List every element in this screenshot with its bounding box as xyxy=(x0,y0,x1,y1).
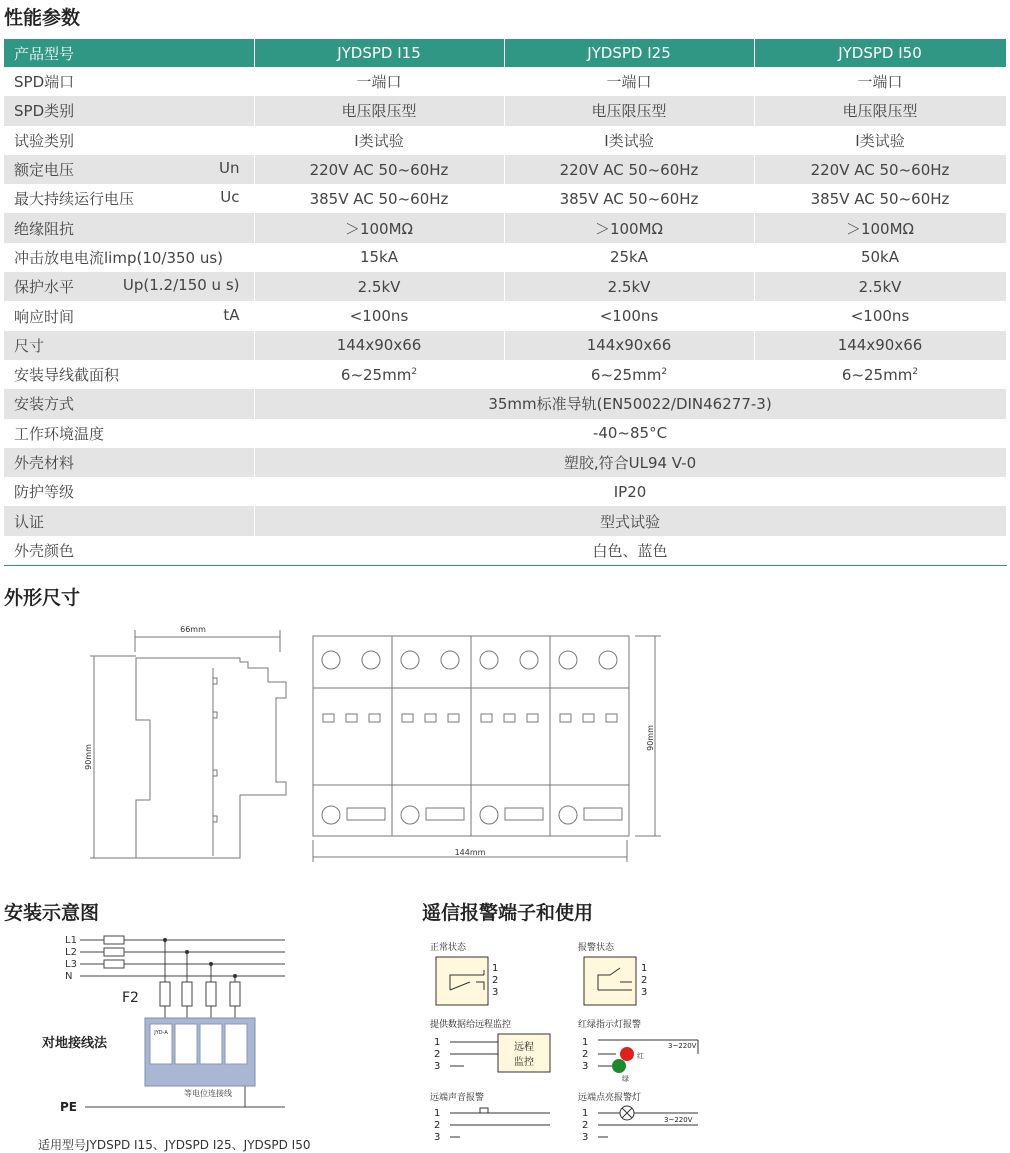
indicator-window-icon xyxy=(560,714,571,722)
value-text: 一端口 xyxy=(356,73,402,92)
value-cell xyxy=(504,243,754,272)
table-header-cell: JYDSPD I50 xyxy=(754,39,1006,67)
value-text: 144x90x66 xyxy=(837,336,923,355)
pin-number: 1 xyxy=(582,1037,589,1048)
indicator-window-icon xyxy=(323,714,334,722)
line-n-label: N xyxy=(65,971,73,982)
value-cell xyxy=(754,243,1006,272)
row-label: 绝缘阻抗 xyxy=(14,219,75,238)
row-label-cell: 工作环境温度 xyxy=(4,419,254,448)
pin-number: 1 xyxy=(434,1037,441,1048)
table-row xyxy=(4,272,1006,301)
row-label: 试验类别 xyxy=(14,131,75,150)
value-text: 385V AC 50~60Hz xyxy=(810,189,950,208)
table-row xyxy=(4,243,1006,272)
row-label-cell: 防护等级 xyxy=(4,477,254,506)
value-text: 一端口 xyxy=(857,73,903,92)
pin-number: 3 xyxy=(582,1061,589,1072)
dim-height-label-front: 90mm xyxy=(646,725,655,751)
row-label: SPD类别 xyxy=(14,102,75,121)
value-cell xyxy=(504,272,754,301)
value-text: 6~25mm xyxy=(340,365,412,384)
row-label-cell: 外壳材料 xyxy=(4,448,254,477)
row-label-cell xyxy=(4,301,254,330)
value-cell xyxy=(504,67,754,96)
row-label: 尺寸 xyxy=(14,336,45,355)
value-text: 6~25mm xyxy=(590,365,662,384)
value-text: 2.5kV xyxy=(858,277,902,296)
value-cell xyxy=(754,331,1006,360)
pin-number: 1 xyxy=(492,963,499,974)
row-unit: Uc xyxy=(220,188,240,207)
section-title-installation: 安装示意图 xyxy=(4,902,100,924)
value-cell xyxy=(254,184,504,213)
line-l2-label: L2 xyxy=(65,947,77,958)
value-cell xyxy=(254,301,504,330)
table-row xyxy=(4,389,1006,418)
indicator-window-icon xyxy=(606,714,617,722)
alarm-state-title: 报警状态 xyxy=(578,943,615,953)
row-label-cell xyxy=(4,96,254,125)
indicator-window-icon xyxy=(527,714,538,722)
table-row xyxy=(4,331,1006,360)
value-cell xyxy=(754,213,1006,242)
dim-width-label: 66mm xyxy=(180,625,206,634)
value-text: <100ns xyxy=(850,307,910,326)
normal-state-title: 正常状态 xyxy=(430,943,467,953)
value-text: 2.5kV xyxy=(357,277,401,296)
row-unit: Un xyxy=(219,159,240,178)
row-label: 响应时间 xyxy=(14,307,75,326)
lamp-alarm-title: 远端点亮报警灯 xyxy=(578,1093,642,1103)
table-row xyxy=(4,477,1006,506)
row-label-cell xyxy=(4,272,254,301)
value-cell xyxy=(754,272,1006,301)
side-view-drawing xyxy=(80,620,290,865)
light-alarm-title: 红绿指示灯报警 xyxy=(578,1020,642,1030)
value-text: 220V AC 50~60Hz xyxy=(559,160,699,179)
dim-height-label: 90mm xyxy=(84,744,93,770)
value-cell xyxy=(754,96,1006,125)
green-label: 绿 xyxy=(622,1075,629,1083)
table-row xyxy=(4,536,1006,566)
row-label-cell xyxy=(4,67,254,96)
pin-number: 1 xyxy=(582,1108,589,1119)
terminal-screw-icon xyxy=(599,651,617,669)
indicator-window-icon xyxy=(481,714,492,722)
indicator-window-icon xyxy=(402,714,413,722)
value-text: 电压限压型 xyxy=(341,102,417,121)
pin-number: 1 xyxy=(641,963,648,974)
table-row xyxy=(4,506,1006,535)
sound-alarm-title: 远端声音报警 xyxy=(430,1093,485,1103)
terminal-screw-icon xyxy=(441,651,459,669)
section-title-dimensions: 外形尺寸 xyxy=(4,587,81,609)
value-text: Ⅰ类试验 xyxy=(855,131,905,150)
value-text: <100ns xyxy=(599,307,659,326)
value-cell xyxy=(254,126,504,155)
value-cell xyxy=(504,126,754,155)
pin-number: 2 xyxy=(582,1049,589,1060)
table-row xyxy=(4,96,1006,125)
section-title-alarm: 遥信报警端子和使用 xyxy=(422,902,594,924)
merged-value-cell: 型式试验 xyxy=(254,506,1006,535)
value-cell xyxy=(754,67,1006,96)
value-text: 50kA xyxy=(860,248,900,267)
value-cell xyxy=(254,272,504,301)
value-cell xyxy=(504,301,754,330)
value-text: ＞100MΩ xyxy=(344,219,414,238)
table-row xyxy=(4,184,1006,213)
value-superscript: 2 xyxy=(411,366,418,377)
spec-table xyxy=(4,39,1007,566)
pin-number: 3 xyxy=(641,987,648,998)
remote-box-text-1: 远程 xyxy=(514,1042,534,1053)
value-cell xyxy=(254,243,504,272)
red-label: 红 xyxy=(637,1052,644,1060)
equipotential-label: 等电位连接线 xyxy=(184,1089,232,1098)
label-window-icon xyxy=(584,808,622,820)
indicator-window-icon xyxy=(504,714,515,722)
value-text: 144x90x66 xyxy=(586,336,672,355)
pin-number: 1 xyxy=(434,1108,441,1119)
row-label: 额定电压 xyxy=(14,161,75,180)
indicator-window-icon xyxy=(346,714,357,722)
installation-diagram xyxy=(30,926,300,1126)
pin-number: 2 xyxy=(492,975,499,986)
line-l3-label: L3 xyxy=(65,959,77,970)
value-text: 2.5kV xyxy=(607,277,651,296)
terminal-screw-icon xyxy=(480,651,498,669)
value-cell xyxy=(254,155,504,184)
value-text: 220V AC 50~60Hz xyxy=(309,160,449,179)
terminal-screw-icon xyxy=(480,806,498,824)
row-label-cell xyxy=(4,213,254,242)
label-window-icon xyxy=(426,808,464,820)
row-label-cell xyxy=(4,360,254,389)
table-row xyxy=(4,126,1006,155)
row-label: 保护水平 xyxy=(14,278,75,297)
value-cell xyxy=(254,360,504,389)
value-cell xyxy=(754,184,1006,213)
table-header-cell: JYDSPD I25 xyxy=(504,39,754,67)
value-text: 144x90x66 xyxy=(336,336,422,355)
fuse-label: F2 xyxy=(122,990,139,1006)
pin-number: 2 xyxy=(582,1120,589,1131)
value-cell xyxy=(754,126,1006,155)
table-row xyxy=(4,67,1006,96)
value-text: 25kA xyxy=(609,248,649,267)
table-header-cell: 产品型号 xyxy=(4,39,254,67)
merged-value-cell: IP20 xyxy=(254,477,1006,506)
indicator-window-icon xyxy=(448,714,459,722)
row-label: 安装导线截面积 xyxy=(14,366,120,385)
merged-value-cell: 塑胶,符合UL94 V-0 xyxy=(254,448,1006,477)
pin-number: 2 xyxy=(434,1049,441,1060)
merged-value-cell: -40~85°C xyxy=(254,419,1006,448)
voltage-label-2: 3~220V xyxy=(664,1116,693,1124)
pe-label: PE xyxy=(60,1100,77,1114)
value-cell xyxy=(504,331,754,360)
alarm-terminal-diagrams xyxy=(420,930,720,1153)
pin-number: 2 xyxy=(641,975,648,986)
value-cell xyxy=(254,213,504,242)
value-cell xyxy=(754,301,1006,330)
device-brand-label: JYD-A xyxy=(154,1030,168,1036)
dim-length-label: 144mm xyxy=(454,848,486,857)
row-label: 最大持续运行电压 xyxy=(14,190,135,209)
pin-number: 3 xyxy=(434,1061,441,1072)
row-label-cell xyxy=(4,126,254,155)
pin-number: 3 xyxy=(434,1132,441,1143)
value-text: ＞100MΩ xyxy=(845,219,915,238)
value-cell xyxy=(754,360,1006,389)
indicator-window-icon xyxy=(425,714,436,722)
value-cell xyxy=(254,96,504,125)
pin-number: 3 xyxy=(582,1132,589,1143)
terminal-screw-icon xyxy=(362,651,380,669)
table-header-cell: JYDSPD I15 xyxy=(254,39,504,67)
value-cell xyxy=(504,96,754,125)
row-label: SPD端口 xyxy=(14,73,75,92)
row-label: 冲击放电电流limp(10/350 us) xyxy=(14,248,224,267)
pin-number: 2 xyxy=(434,1120,441,1131)
voltage-label-1: 3~220V xyxy=(668,1042,697,1050)
row-label-cell xyxy=(4,331,254,360)
value-text: 一端口 xyxy=(606,73,652,92)
front-view-drawing xyxy=(305,630,665,870)
indicator-window-icon xyxy=(583,714,594,722)
row-unit: tA xyxy=(223,305,240,324)
terminal-screw-icon xyxy=(559,651,577,669)
row-label-cell: 安装方式 xyxy=(4,389,254,418)
merged-value-cell: 35mm标准导轨(EN50022/DIN46277-3) xyxy=(254,389,1006,418)
value-text: 385V AC 50~60Hz xyxy=(309,189,449,208)
value-text: ＞100MΩ xyxy=(594,219,664,238)
value-text: 电压限压型 xyxy=(591,102,667,121)
value-cell xyxy=(754,155,1006,184)
row-label-cell: 认证 xyxy=(4,506,254,535)
label-window-icon xyxy=(347,808,385,820)
row-unit: Up(1.2/150 u s) xyxy=(122,276,240,295)
section-title-performance: 性能参数 xyxy=(4,7,81,29)
value-text: 220V AC 50~60Hz xyxy=(810,160,950,179)
indicator-window-icon xyxy=(369,714,380,722)
table-row xyxy=(4,155,1006,184)
value-cell xyxy=(254,331,504,360)
terminal-screw-icon xyxy=(322,651,340,669)
value-superscript: 2 xyxy=(912,366,919,377)
terminal-screw-icon xyxy=(559,806,577,824)
table-row xyxy=(4,360,1006,389)
terminal-screw-icon xyxy=(401,806,419,824)
value-text: 15kA xyxy=(359,248,399,267)
value-cell xyxy=(254,67,504,96)
value-text: 385V AC 50~60Hz xyxy=(559,189,699,208)
row-label-cell xyxy=(4,155,254,184)
value-text: <100ns xyxy=(349,307,409,326)
table-row xyxy=(4,448,1006,477)
table-row xyxy=(4,301,1006,330)
wiring-method-label: 对地接线法 xyxy=(42,1036,108,1051)
row-label-cell xyxy=(4,243,254,272)
row-label-cell: 外壳颜色 xyxy=(4,536,254,566)
pin-number: 3 xyxy=(492,987,499,998)
terminal-screw-icon xyxy=(520,651,538,669)
value-text: 6~25mm xyxy=(841,365,913,384)
merged-value-cell: 白色、蓝色 xyxy=(254,536,1006,566)
table-row xyxy=(4,213,1006,242)
terminal-screw-icon xyxy=(401,651,419,669)
value-cell xyxy=(504,155,754,184)
table-header-row xyxy=(4,39,1006,67)
value-cell xyxy=(504,184,754,213)
table-row xyxy=(4,419,1006,448)
label-window-icon xyxy=(505,808,543,820)
remote-monitor-title: 提供数据给远程监控 xyxy=(430,1020,512,1030)
applicable-models-note: 适用型号JYDSPD I15、JYDSPD I25、JYDSPD I50 xyxy=(38,1138,311,1152)
value-cell xyxy=(504,213,754,242)
value-text: 电压限压型 xyxy=(842,102,918,121)
remote-box-text-2: 监控 xyxy=(514,1057,534,1068)
value-text: Ⅰ类试验 xyxy=(604,131,654,150)
value-text: Ⅰ类试验 xyxy=(354,131,404,150)
line-l1-label: L1 xyxy=(65,935,77,946)
row-label-cell xyxy=(4,184,254,213)
terminal-screw-icon xyxy=(322,806,340,824)
value-superscript: 2 xyxy=(661,366,668,377)
value-cell xyxy=(504,360,754,389)
